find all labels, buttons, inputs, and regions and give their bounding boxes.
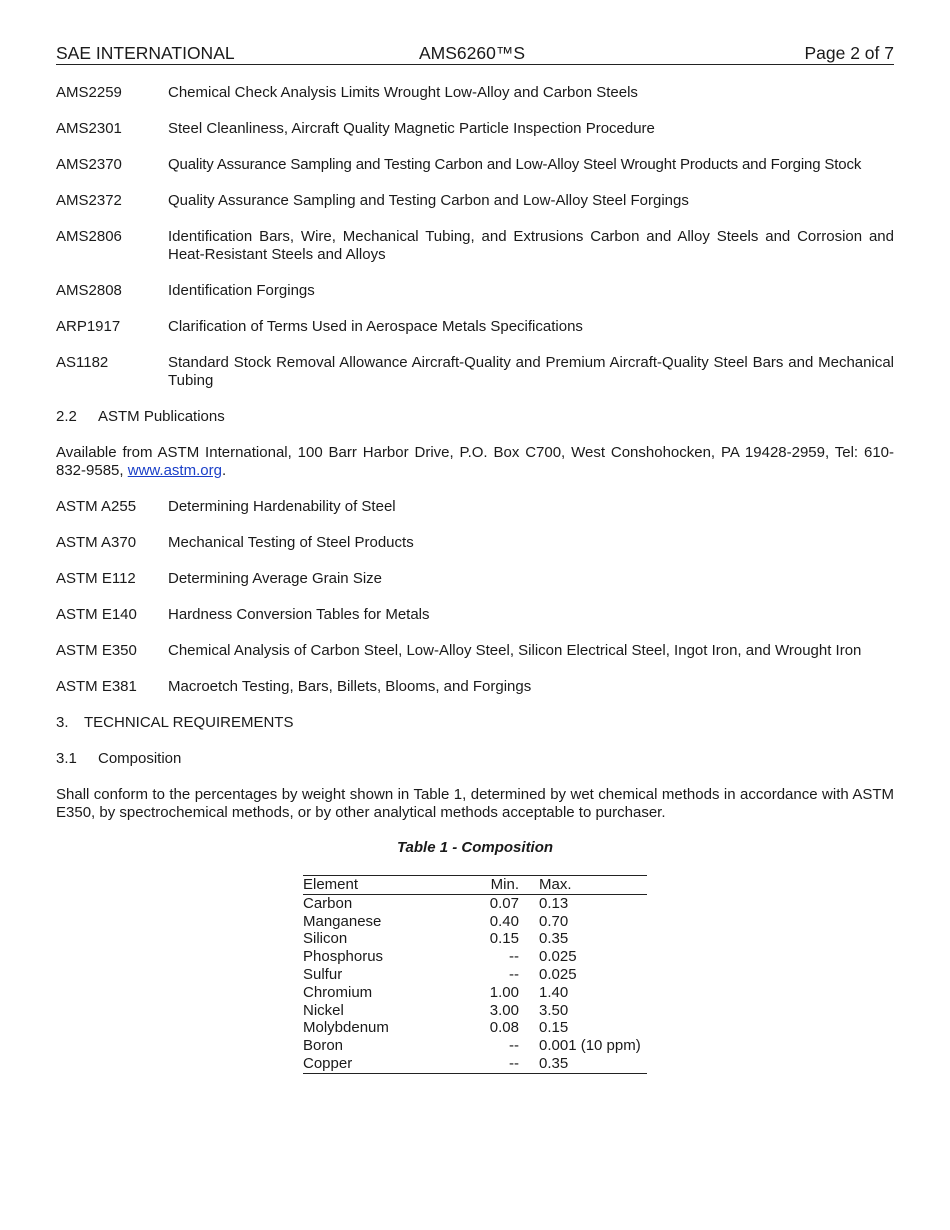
reference-item (56, 570, 894, 588)
document-page (56, 42, 894, 1074)
cell-min: 3.00 (489, 1001, 519, 1019)
table-row (303, 1037, 647, 1055)
reference-code: ASTM E140 (56, 606, 137, 623)
reference-item (56, 678, 894, 696)
cell-max: 0.001 (10 ppm) (539, 1037, 641, 1055)
cell-element: Sulfur (303, 965, 343, 983)
reference-item (56, 534, 894, 552)
reference-code: AMS2808 (56, 282, 122, 299)
cell-min: 0.07 (489, 894, 519, 912)
reference-item (56, 192, 894, 210)
reference-item (56, 606, 894, 624)
reference-title: Macroetch Testing, Bars, Billets, Blooms, and Forgings (168, 678, 532, 695)
header-document-number: AMS6260™S (419, 43, 526, 63)
reference-item (56, 282, 894, 300)
cell-element: Phosphorus (303, 948, 384, 966)
cell-max: 3.50 (539, 1001, 569, 1019)
reference-title: Quality Assurance Sampling and Testing Carbon and Low-Alloy Steel Wrought Products and Forging Stock (168, 156, 862, 173)
reference-code: ARP1917 (56, 318, 121, 335)
cell-element: Molybdenum (303, 1019, 389, 1037)
table-row (303, 1055, 647, 1073)
reference-title: Determining Average Grain Size (168, 570, 382, 587)
cell-max: 0.025 (539, 948, 577, 966)
paragraph-text: Available from ASTM International, 100 Barr Harbor Drive, P.O. Box C700, West Conshohocken, PA 19428-2959, Tel: 610-832-9585, (56, 444, 894, 479)
astm-reference-list (56, 498, 894, 696)
composition-table (303, 875, 647, 1074)
reference-title: Standard Stock Removal Allowance Aircraft-Quality and Premium Aircraft-Quality Steel Bars and Mechanical Tubing (168, 354, 894, 389)
section-title: ASTM Publications (98, 408, 225, 425)
header-page-number: Page 2 of 7 (804, 43, 894, 63)
table-row (303, 966, 647, 984)
reference-title: Clarification of Terms Used in Aerospace Metals Specifications (168, 318, 583, 335)
cell-element: Nickel (303, 1001, 344, 1019)
ams-reference-list (56, 84, 894, 390)
reference-title: Hardness Conversion Tables for Metals (168, 606, 430, 623)
cell-max: 0.35 (539, 930, 569, 948)
reference-title: Steel Cleanliness, Aircraft Quality Magnetic Particle Inspection Procedure (168, 120, 655, 137)
reference-code: ASTM E381 (56, 678, 137, 695)
section-number: 3. (56, 714, 69, 731)
table-caption: Table 1 - Composition (396, 839, 554, 856)
column-header-min: Min. (475, 876, 539, 895)
reference-title: Chemical Check Analysis Limits Wrought Low-Alloy and Carbon Steels (168, 84, 638, 101)
section-heading-2-2 (56, 408, 894, 426)
astm-availability-paragraph (56, 444, 894, 480)
table-header-row (303, 876, 647, 895)
section-heading-3 (56, 714, 894, 732)
cell-max: 0.35 (539, 1055, 647, 1073)
cell-element: Silicon (303, 930, 348, 948)
astm-website-link[interactable]: www.astm.org (127, 462, 222, 479)
reference-title: Determining Hardenability of Steel (168, 498, 396, 515)
reference-item (56, 354, 894, 390)
reference-code: ASTM E112 (56, 570, 136, 587)
cell-min: -- (509, 1037, 519, 1055)
section-title: Composition (98, 750, 182, 767)
cell-min: -- (509, 948, 519, 966)
reference-code: AMS2372 (56, 192, 122, 209)
reference-item (56, 84, 894, 102)
reference-title: Identification Bars, Wire, Mechanical Tubing, and Extrusions Carbon and Alloy Steels and Corrosion and Heat-Resistant Steels and Alloys (168, 228, 894, 263)
composition-paragraph: Shall conform to the percentages by weight shown in Table 1, determined by wet chemical methods in accordance with ASTM E350, by spectrochemical methods, or by other analytical methods acceptable to purchaser. (56, 786, 894, 821)
table-row (303, 913, 647, 931)
cell-min: 0.08 (489, 1019, 519, 1037)
cell-min: 0.15 (489, 930, 519, 948)
reference-title: Chemical Analysis of Carbon Steel, Low-Alloy Steel, Silicon Electrical Steel, Ingot Iron, and Wrought Iron (168, 642, 862, 659)
cell-min: 0.40 (489, 912, 519, 930)
cell-min: -- (509, 965, 519, 983)
reference-item (56, 642, 894, 660)
cell-max: 0.13 (539, 894, 569, 912)
cell-min: -- (475, 1055, 539, 1073)
column-header-max: Max. (539, 876, 647, 895)
reference-code: AMS2259 (56, 84, 122, 101)
cell-max: 1.40 (539, 983, 569, 1001)
table-row (303, 894, 647, 912)
table-row (303, 1002, 647, 1020)
reference-item (56, 498, 894, 516)
reference-item (56, 228, 894, 264)
reference-title: Mechanical Testing of Steel Products (168, 534, 414, 551)
reference-code: AMS2370 (56, 156, 122, 173)
section-number: 2.2 (56, 408, 77, 425)
cell-max: 0.70 (539, 912, 569, 930)
table-row (303, 930, 647, 948)
cell-element: Carbon (303, 894, 353, 912)
section-number: 3.1 (56, 750, 77, 767)
cell-element: Manganese (303, 912, 382, 930)
column-header-element: Element (303, 876, 475, 895)
reference-code: AMS2301 (56, 120, 122, 137)
cell-element: Chromium (303, 983, 373, 1001)
section-title: TECHNICAL REQUIREMENTS (84, 714, 294, 731)
reference-item (56, 120, 894, 138)
table-row (303, 1019, 647, 1037)
reference-code: ASTM A255 (56, 498, 137, 515)
reference-title: Quality Assurance Sampling and Testing Carbon and Low-Alloy Steel Forgings (168, 192, 689, 209)
reference-code: AMS2806 (56, 228, 122, 245)
table-row (303, 948, 647, 966)
reference-code: AS1182 (56, 354, 109, 371)
cell-element: Copper (303, 1055, 475, 1073)
cell-element: Boron (303, 1037, 344, 1055)
paragraph-end: . (221, 462, 227, 479)
reference-code: ASTM A370 (56, 534, 137, 551)
cell-max: 0.025 (539, 965, 577, 983)
cell-max: 0.15 (539, 1019, 569, 1037)
reference-item (56, 156, 894, 174)
reference-item (56, 318, 894, 336)
section-heading-3-1 (56, 750, 894, 768)
header-organization: SAE INTERNATIONAL (56, 43, 235, 63)
table-row (303, 984, 647, 1002)
reference-title: Identification Forgings (168, 282, 315, 299)
page-header (56, 42, 894, 65)
reference-code: ASTM E350 (56, 642, 137, 659)
cell-min: 1.00 (489, 983, 519, 1001)
